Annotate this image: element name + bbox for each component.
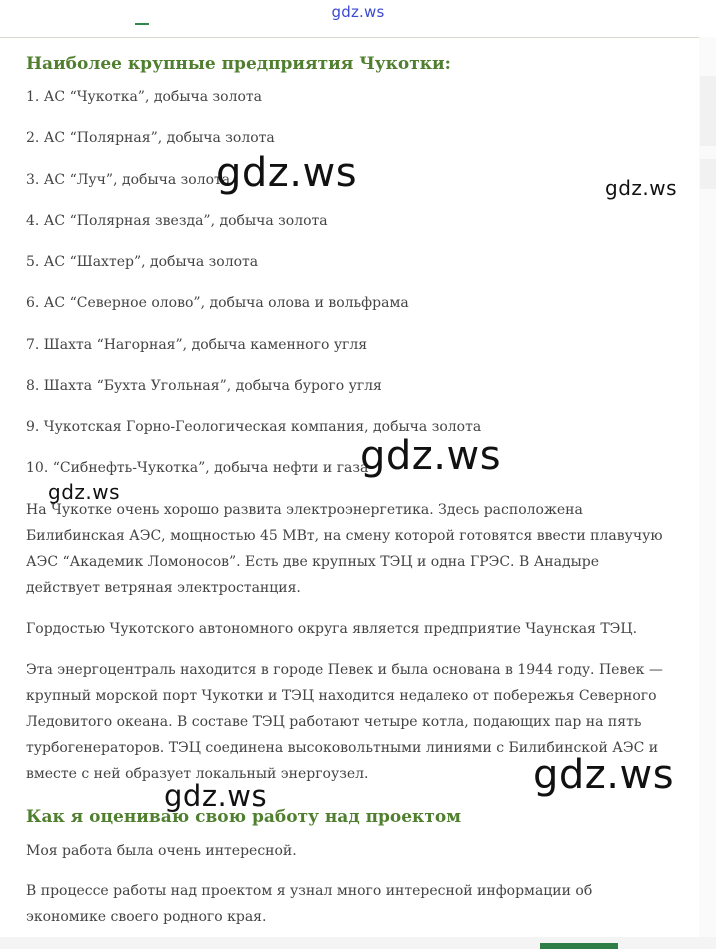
paragraph-pride: Гордостью Чукотского автономного округа является предприятие Чаунская ТЭЦ. [26, 621, 638, 637]
watermark: gdz.ws [216, 150, 358, 196]
list-item: 4. АС “Полярная звезда”, добыча золота [26, 213, 328, 229]
list-item: 6. АС “Северное олово”, добыча олова и вольфрама [26, 295, 409, 311]
list-item: 3. АС “Луч”, добыча золота [26, 172, 231, 188]
list-item: 10. “Сибнефть-Чукотка”, добыча нефти и газа [26, 460, 369, 476]
watermark: gdz.ws [533, 752, 675, 798]
watermark: gdz.ws [164, 779, 268, 813]
list-item: 7. Шахта “Нагорная”, добыча каменного угля [26, 337, 368, 353]
top-bar [0, 0, 716, 38]
section-heading: Наиболее крупные предприятия Чукотки: [26, 54, 451, 74]
list-item: 1. АС “Чукотка”, добыча золота [26, 89, 263, 105]
watermark: gdz.ws [360, 433, 502, 479]
watermark: gdz.ws [605, 176, 678, 200]
list-item: 8. Шахта “Бухта Угольная”, добыча бурого угля [26, 378, 382, 394]
paragraph-station: Эта энергоцентраль находится в городе Певек и была основана в 1944 году. Певек — крупный морской порт Чукотки и ТЭЦ находится недалеко от побережья Северного Ледовитого океана. В составе ТЭЦ работают четыре котла, подающих пар на пять турбогенераторов. ТЭЦ соединена высоковольтными линиями с Билибинской АЭС и вместе с ней образует локальный энергоузел. [26, 662, 663, 782]
watermark: gdz.ws [48, 480, 121, 504]
menu-indicator[interactable] [135, 23, 149, 25]
list-item: 5. АС “Шахтер”, добыча золота [26, 254, 259, 270]
side-tab[interactable] [700, 159, 716, 189]
list-item: 9. Чукотская Горно-Геологическая компания, добыча золота [26, 419, 482, 435]
paragraph-energy: На Чукотке очень хорошо развита электроэнергетика. Здесь расположена Билибинская АЭС, мощностью 45 МВт, на смену которой готовятся ввести плавучую АЭС “Академик Ломоносов”. Есть две крупных ТЭЦ и одна ГРЭС. В Анадыре действует ветряная электростанция. [26, 502, 663, 596]
header-watermark: gdz.ws [331, 3, 385, 21]
bottom-button[interactable] [540, 943, 618, 949]
paragraph-eval: Моя работа была очень интересной. [26, 843, 297, 859]
side-tab[interactable] [700, 76, 716, 146]
list-item: 2. АС “Полярная”, добыча золота [26, 130, 275, 146]
paragraph-eval: В процессе работы над проектом я узнал много интересной информации об экономике своего родного края. [26, 883, 593, 925]
section-heading: Как я оцениваю свою работу над проектом [26, 807, 461, 827]
